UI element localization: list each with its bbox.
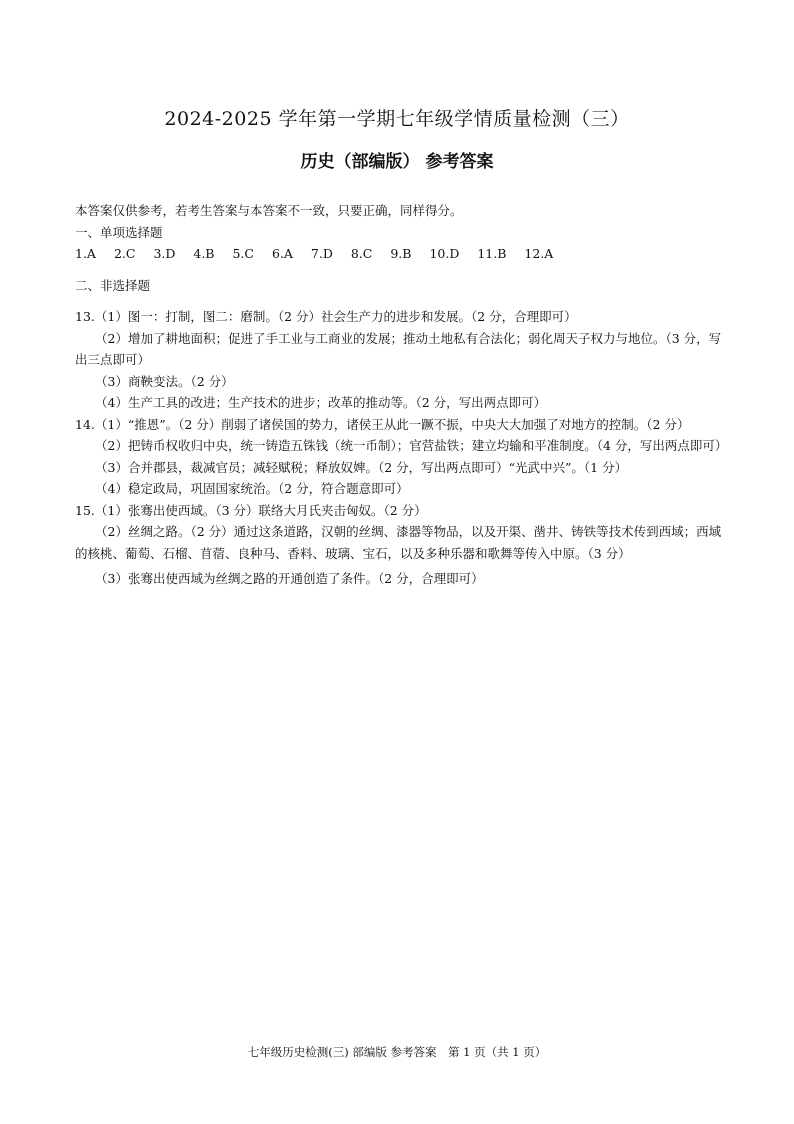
q15-part1: 15.（1）张骞出使西域。（3 分）联络大月氏夹击匈奴。（2 分）	[75, 502, 427, 518]
multiple-choice-answers	[75, 243, 725, 265]
answer-item: 2.C	[113, 246, 136, 261]
answer-item: 1.A	[75, 246, 96, 261]
answer-item: 6.A	[271, 246, 293, 261]
page-title: 2024-2025 学年第一学期七年级学情质量检测（三）	[164, 108, 630, 130]
grading-note: 本答案仅供参考，若考生答案与本答案不一致，只要正确，同样得分。	[75, 203, 463, 218]
q13-part4: （4）生产工具的改进；生产技术的进步；改革的推动等。（2 分，写出两点即可）	[95, 395, 547, 410]
answer-item: 12.A	[524, 246, 554, 261]
answer-item: 7.D	[310, 246, 333, 261]
answer-item: 9.B	[390, 246, 412, 261]
page-footer: 七年级历史检测(三) 部编版 参考答案 第 1 页（共 1 页）	[247, 1045, 547, 1059]
q15-part2: （2）丝绸之路。（2 分）通过这条道路，汉朝的丝绸、漆器等物品，以及开渠、凿井、铸铁等技术传到西域；西域的核桃、葡萄、石榴、苜蓿、良种马、香料、玻璃、宝石，以及多种乐器和歌舞等传入中原。（3 分）	[75, 524, 722, 561]
answer-item: 8.C	[350, 246, 373, 261]
q13-part1: 13.（1）图一：打制，图二：磨制。（2 分）社会生产力的进步和发展。（2 分，合理即可）	[75, 309, 577, 324]
section-heading-multiple-choice: 一、单项选择题	[75, 224, 163, 240]
answer-item: 11.B	[477, 246, 507, 261]
q14-part3: （3）合并郡县，裁减官员；减轻赋税；释放奴婢。（2 分，写出两点即可）“光武中兴”。（1 分）	[95, 459, 628, 475]
answer-item: 10.D	[429, 246, 460, 261]
answer-item: 5.C	[232, 246, 254, 261]
answer-item: 3.D	[153, 246, 176, 261]
q13-part2: （2）增加了耕地面积；促进了手工业与工商业的发展；推动土地私有合法化；弱化周天子权力与地位。（3 分，写出三点即可）	[75, 330, 722, 367]
section-heading-non-choice: 二、非选择题	[75, 277, 151, 293]
q15-part3: （3）张骞出使西域为丝绸之路的开通创造了条件。（2 分，合理即可）	[95, 571, 484, 586]
q14-part4: （4）稳定政局，巩固国家统治。（2 分，符合题意即可）	[95, 481, 409, 496]
answer-item: 4.B	[193, 246, 215, 261]
q13-part3: （3）商鞅变法。（2 分）	[95, 373, 234, 389]
q14-part2: （2）把铸币权收归中央，统一铸造五铢钱（统一币制）；官营盐铁；建立均输和平准制度。（4 分，写出两点即可）	[95, 438, 728, 453]
answer-body	[75, 200, 728, 590]
q14-part1: 14.（1）“推恩”。（2 分）削弱了诸侯国的势力，诸侯王从此一蹶不振，中央大大加强了对地方的控制。（2 分）	[75, 416, 690, 432]
page-subtitle: 历史（部编版） 参考答案	[300, 152, 494, 172]
